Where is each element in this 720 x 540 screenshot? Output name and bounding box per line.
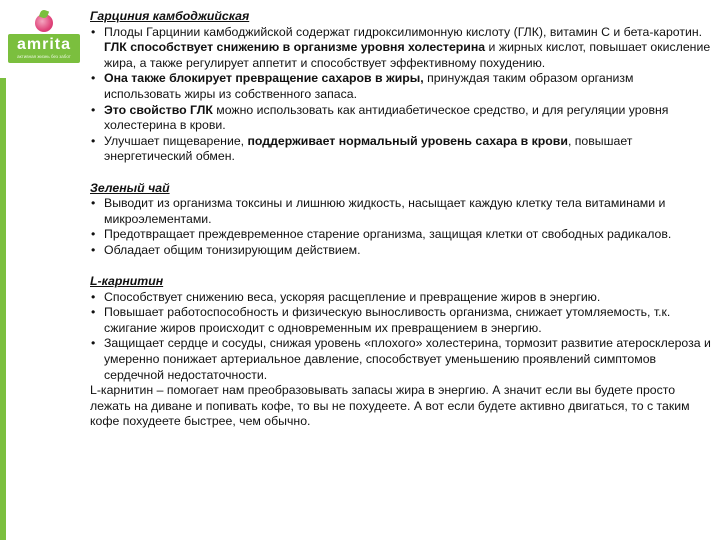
bold-run: поддерживает нормальный уровень сахара в крови (247, 133, 568, 148)
flower-icon (35, 14, 53, 32)
amrita-logo (8, 14, 80, 76)
list-item: • Способствует снижению веса, ускоряя расщепление и превращение жиров в энергию. (90, 290, 712, 306)
text-run: Плоды Гарцинии камбоджийской содержат гидроксилимонную кислоту (ГЛК), витамин С и бета-каротин. (104, 24, 703, 39)
sidebar (0, 0, 80, 540)
section-title-carnitine: L-карнитин (90, 274, 164, 289)
bold-run: Это свойство ГЛК (104, 102, 213, 117)
list-item: • Обладает общим тонизирующим действием. (90, 243, 712, 259)
garcinia-list (90, 25, 712, 165)
section-title-garcinia: Гарциния камбоджийская (90, 9, 250, 23)
list-item (90, 134, 712, 165)
logo-box (8, 34, 80, 63)
section-title-green-tea: Зеленый чай (90, 180, 170, 195)
bold-run: ГЛК способствует снижению в организме уровня холестерина (104, 40, 486, 55)
green-accent-bar (0, 78, 6, 540)
section-carnitine (90, 274, 712, 430)
slide-content (90, 9, 712, 430)
text-run: , повышает энергетический обмен. (104, 133, 633, 164)
logo-word: amrita (16, 36, 72, 53)
section-green-tea (90, 181, 712, 259)
list-item (90, 25, 712, 72)
list-item: • Выводит из организма токсины и лишнюю жидкость, насыщает каждую клетку тела витаминами и микроэлементами. (90, 196, 712, 227)
text-run: и жирных кислот, повышает окисление жира, а также регулирует аппетит и способствует эффективному похудению. (104, 40, 711, 70)
text-run: принуждая таким образом организм использовать жиры из собственного запаса. (104, 71, 634, 101)
bold-run: Она также блокирует превращение сахаров в жиры, (104, 71, 424, 86)
section-garcinia (90, 9, 712, 165)
carnitine-list (90, 290, 712, 384)
list-item: • Предотвращает преждевременное старение организма, защищая клетки от свободных радикалов. (90, 227, 712, 243)
list-item (90, 103, 712, 134)
text-run: Улучшает пищеварение, (104, 133, 248, 148)
list-item: • Повышает работоспособность и физическую выносливость организма, снижает утомляемость, т.к. сжигание жиров происходит с одновременным их превращением в энергию. (90, 305, 712, 336)
list-item (90, 71, 712, 102)
text-run: можно использовать как антидиабетическое средство, и для регуляции уровня холестерина в крови. (104, 102, 669, 133)
list-item: • Защищает сердце и сосуды, снижая уровень «плохого» холестерина, тормозит развитие атеросклероза и умеренно понижает артериальное давление, способствует уменьшению проявлений симптомов сердечной недостаточности. (90, 336, 712, 383)
carnitine-note: L-карнитин – помогает нам преобразовывать запасы жира в энергию. А значит если вы будете просто лежать на диване и попивать кофе, то вы не похудеете. А вот если будете активно двигаться, то с таким кофе похудеете быстрее, чем обычно. (90, 383, 690, 429)
green-tea-list (90, 196, 712, 258)
logo-tagline: активная жизнь без забот (17, 54, 71, 59)
